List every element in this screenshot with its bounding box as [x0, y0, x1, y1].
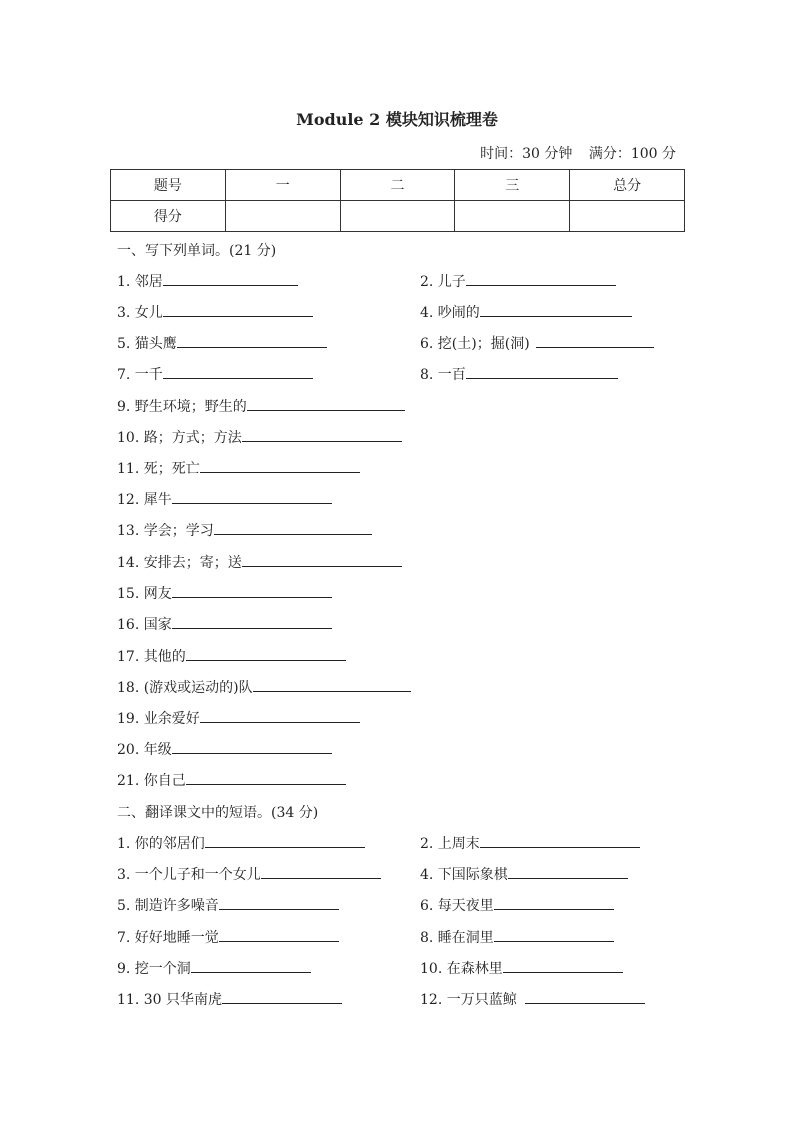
section2-heading: 二、翻译课文中的短语。(34 分) [117, 805, 319, 821]
question-item: 14. 安排去；寄；送 [117, 552, 402, 572]
answer-blank[interactable] [247, 396, 405, 411]
answer-blank[interactable] [480, 302, 632, 317]
question-item: 7. 好好地睡一觉 [117, 927, 339, 947]
answer-blank[interactable] [163, 271, 298, 286]
question-item: 10. 在森林里 [420, 958, 623, 978]
answer-blank[interactable] [200, 458, 360, 473]
question-item: 9. 野生环境；野生的 [117, 396, 405, 416]
answer-blank[interactable] [172, 739, 332, 754]
score-table [110, 169, 685, 232]
answer-blank[interactable] [261, 864, 381, 879]
question-item: 13. 学会；学习 [117, 520, 372, 540]
answer-blank[interactable] [242, 427, 402, 442]
header-cell: 三 [455, 170, 570, 201]
answer-blank[interactable] [253, 677, 411, 692]
answer-blank[interactable] [508, 864, 628, 879]
page-title: Module 2 模块知识梳理卷 [296, 110, 498, 129]
question-item: 9. 挖一个洞 [117, 958, 311, 978]
question-item: 8. 一百 [420, 364, 618, 384]
header-cell: 题号 [111, 170, 226, 201]
answer-blank[interactable] [536, 333, 654, 348]
score-table-score-row [111, 201, 685, 232]
score-cell[interactable] [570, 201, 685, 232]
question-item: 1. 邻居 [117, 271, 298, 291]
question-item: 12. 犀牛 [117, 489, 332, 509]
answer-blank[interactable] [186, 646, 346, 661]
question-item: 15. 网友 [117, 583, 332, 603]
answer-blank[interactable] [494, 895, 614, 910]
question-item: 2. 上周末 [420, 833, 640, 853]
section1-heading: 一、写下列单词。(21 分) [117, 243, 277, 259]
answer-blank[interactable] [480, 833, 640, 848]
answer-blank[interactable] [172, 614, 332, 629]
question-item: 7. 一千 [117, 364, 313, 384]
answer-blank[interactable] [200, 708, 360, 723]
full-score: 满分：100 分 [588, 146, 676, 162]
answer-blank[interactable] [163, 302, 313, 317]
answer-blank[interactable] [242, 552, 402, 567]
question-item: 5. 猫头鹰 [117, 333, 327, 353]
question-item: 19. 业余爱好 [117, 708, 360, 728]
answer-blank[interactable] [177, 333, 327, 348]
answer-blank[interactable] [172, 489, 332, 504]
answer-blank[interactable] [219, 927, 339, 942]
answer-blank[interactable] [494, 927, 614, 942]
question-item: 10. 路；方式；方法 [117, 427, 402, 447]
answer-blank[interactable] [219, 895, 339, 910]
score-table-header-row [111, 170, 685, 201]
question-item: 4. 吵闹的 [420, 302, 632, 322]
question-item: 6. 每天夜里 [420, 895, 614, 915]
answer-blank[interactable] [525, 989, 645, 1004]
question-item: 3. 一个儿子和一个女儿 [117, 864, 381, 884]
answer-blank[interactable] [191, 958, 311, 973]
question-item: 1. 你的邻居们 [117, 833, 365, 853]
question-item: 2. 儿子 [420, 271, 616, 291]
answer-blank[interactable] [186, 770, 346, 785]
score-cell[interactable] [340, 201, 455, 232]
answer-blank[interactable] [172, 583, 332, 598]
score-cell[interactable] [225, 201, 340, 232]
answer-blank[interactable] [214, 520, 372, 535]
exam-meta [480, 143, 676, 163]
question-item: 21. 你自己 [117, 770, 346, 790]
answer-blank[interactable] [466, 364, 618, 379]
row-label: 得分 [111, 201, 226, 232]
question-item: 8. 睡在洞里 [420, 927, 614, 947]
header-cell: 二 [340, 170, 455, 201]
question-item: 5. 制造许多噪音 [117, 895, 339, 915]
question-item: 3. 女儿 [117, 302, 313, 322]
header-cell: 总分 [570, 170, 685, 201]
time-limit: 时间：30 分钟 [480, 146, 573, 162]
question-item: 4. 下国际象棋 [420, 864, 628, 884]
question-item: 11. 30 只华南虎 [117, 989, 342, 1009]
question-item: 16. 国家 [117, 614, 332, 634]
answer-blank[interactable] [466, 271, 616, 286]
answer-blank[interactable] [205, 833, 365, 848]
question-item: 12. 一万只蓝鲸 [420, 989, 645, 1009]
question-item: 20. 年级 [117, 739, 332, 759]
question-item: 18. (游戏或运动的)队 [117, 677, 411, 697]
answer-blank[interactable] [222, 989, 342, 1004]
question-item: 6. 挖(土)；掘(洞) [420, 333, 654, 353]
question-item: 17. 其他的 [117, 646, 346, 666]
answer-blank[interactable] [503, 958, 623, 973]
question-item: 11. 死；死亡 [117, 458, 360, 478]
score-cell[interactable] [455, 201, 570, 232]
answer-blank[interactable] [163, 364, 313, 379]
header-cell: 一 [225, 170, 340, 201]
